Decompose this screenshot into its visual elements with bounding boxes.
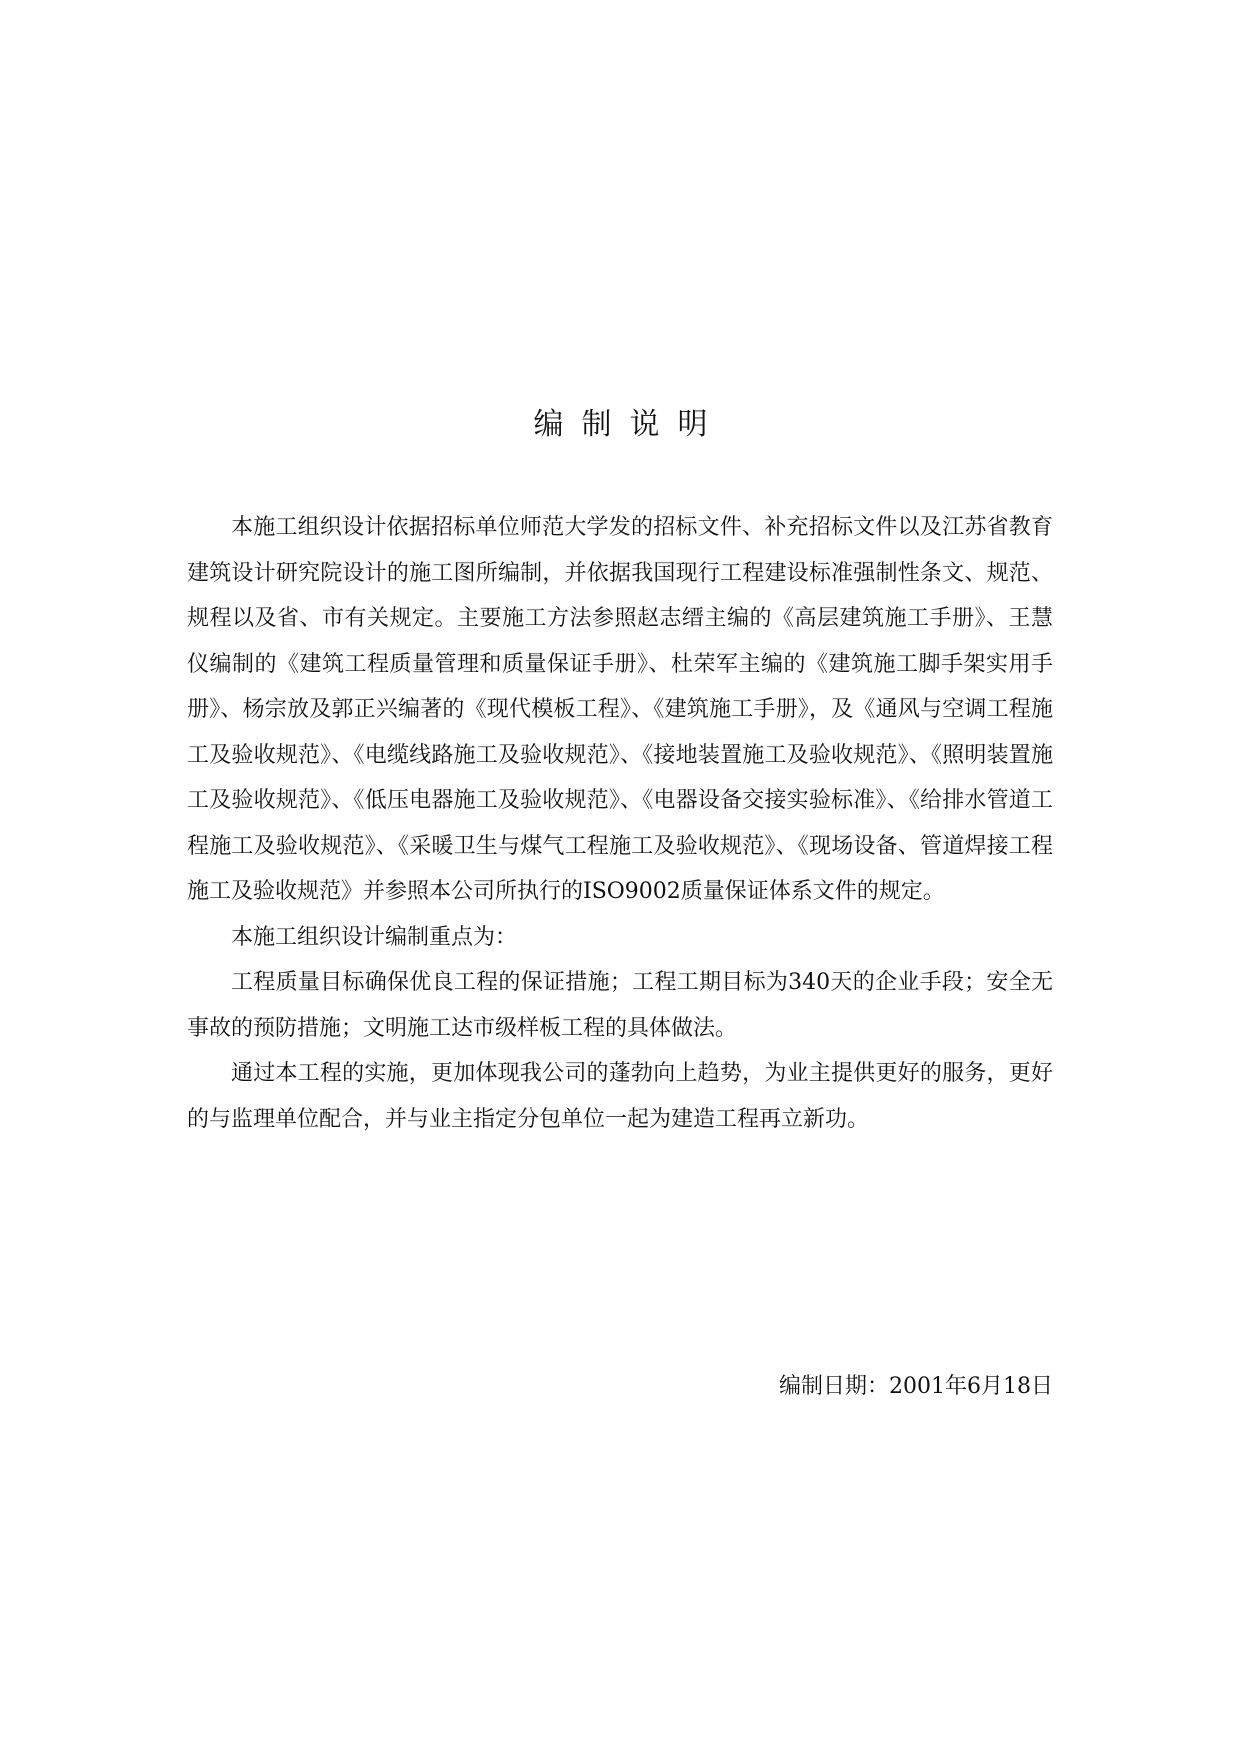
paragraph-focus-intro: 本施工组织设计编制重点为：	[231, 924, 518, 950]
paragraph-closing: 通过本工程的实施，更加体现我公司的蓬勃向上趋势，为业主提供更好的服务，更好的与监理单位配合，并与业主指定分包单位一起为建造工程再立新功。	[187, 1061, 1053, 1132]
body-text	[187, 505, 1053, 1142]
paragraph-focus-items: 工程质量目标确保优良工程的保证措施；工程工期目标为340天的企业手段；安全无事故的预防措施；文明施工达市级样板工程的具体做法。	[187, 970, 1053, 1041]
compile-date: 编制日期：2001年6月18日	[779, 1374, 1053, 1399]
paragraph-basis: 本施工组织设计依据招标单位师范大学发的招标文件、补充招标文件以及江苏省教育建筑设计研究院设计的施工图所编制，并依据我国现行工程建设标准强制性条文、规范、规程以及省、市有关规定。主要施工方法参照赵志缙主编的《高层建筑施工手册》、王慧仪编制的《建筑工程质量管理和质量保证手册》、杜荣军主编的《建筑施工脚手架实用手册》、杨宗放及郭正兴编著的《现代模板工程》、《建筑施工手册》，及《通风与空调工程施工及验收规范》、《电缆线路施工及验收规范》、《接地装置施工及验收规范》、《照明装置施工及验收规范》、《低压电器施工及验收规范》、《电器设备交接实验标准》、《给排水管道工程施工及验收规范》、《采暖卫生与煤气工程施工及验收规范》、《现场设备、管道焊接工程施工及验收规范》并参照本公司所执行的ISO9002质量保证体系文件的规定。	[187, 515, 1053, 904]
page-title: 编制说明	[533, 407, 726, 442]
